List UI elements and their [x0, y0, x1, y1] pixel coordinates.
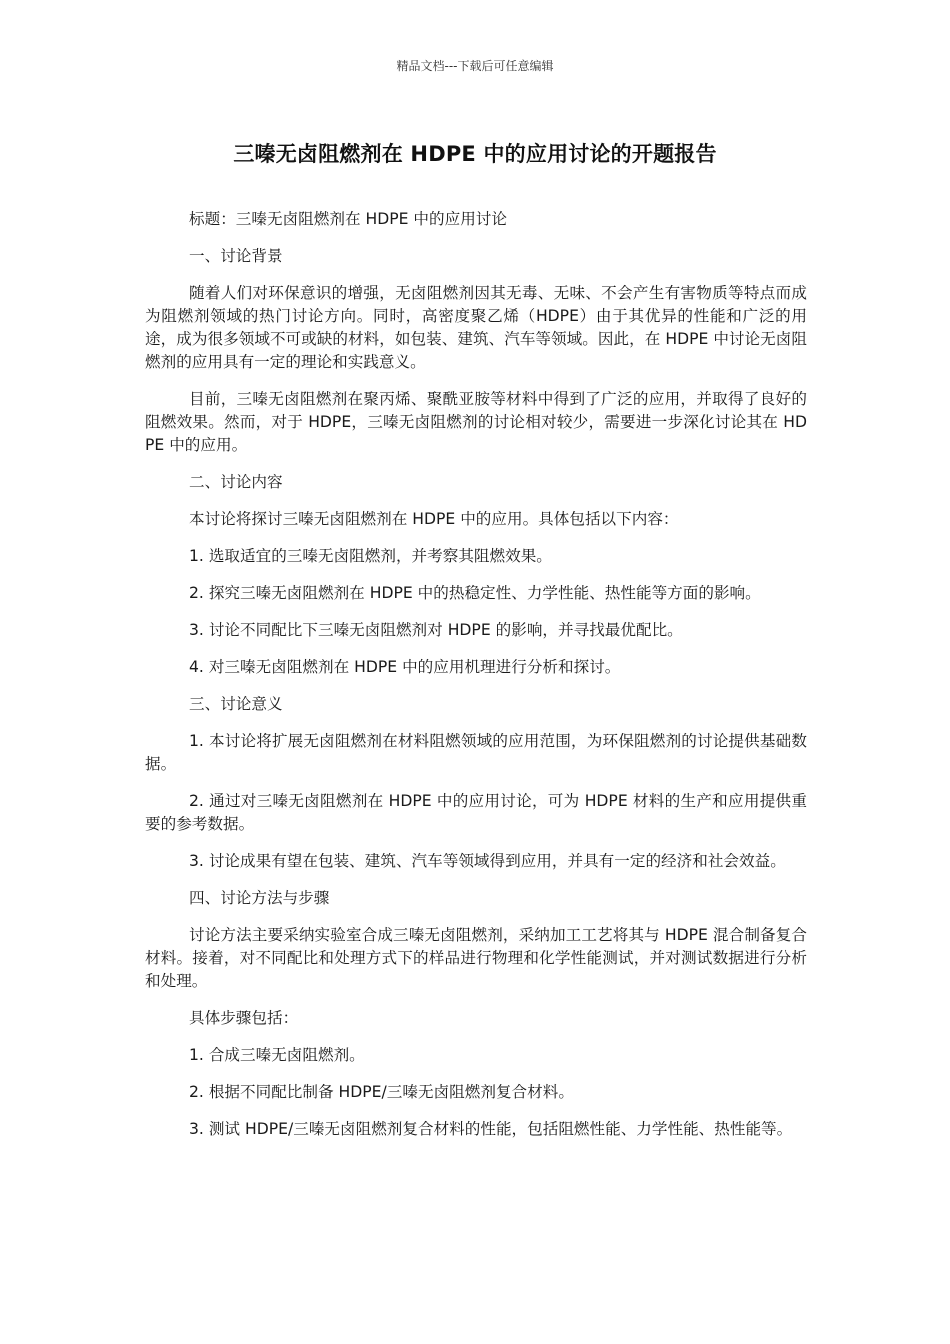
paragraph: 本讨论将探讨三嗪无卤阻燃剂在 HDPE 中的应用。具体包括以下内容：	[189, 510, 679, 528]
paragraph: 具体步骤包括：	[189, 1009, 299, 1027]
list-item: 1. 合成三嗪无卤阻燃剂。	[189, 1046, 365, 1064]
list-item: 1. 选取适宜的三嗪无卤阻燃剂，并考察其阻燃效果。	[189, 547, 552, 565]
list-item: 1. 本讨论将扩展无卤阻燃剂在材料阻燃领域的应用范围，为环保阻燃剂的讨论提供基础数据。	[145, 732, 807, 773]
section-heading-methods: 四、讨论方法与步骤	[189, 889, 330, 907]
header-note: 精品文档---下载后可任意编辑	[396, 59, 554, 73]
paragraph-subject: 标题：三嗪无卤阻燃剂在 HDPE 中的应用讨论	[189, 210, 507, 228]
paragraph: 目前，三嗪无卤阻燃剂在聚丙烯、聚酰亚胺等材料中得到了广泛的应用，并取得了良好的阻燃效果。然而，对于 HDPE，三嗪无卤阻燃剂的讨论相对较少，需要进一步深化讨论其在 HDPE 中的应用。	[145, 390, 807, 454]
paragraph: 讨论方法主要采纳实验室合成三嗪无卤阻燃剂，采纳加工工艺将其与 HDPE 混合制备复合材料。接着，对不同配比和处理方式下的样品进行物理和化学性能测试，并对测试数据进行分析和处理。	[145, 926, 807, 990]
document-title: 三嗪无卤阻燃剂在 HDPE 中的应用讨论的开题报告	[233, 142, 717, 166]
section-heading-content: 二、讨论内容	[189, 473, 283, 491]
list-item: 4. 对三嗪无卤阻燃剂在 HDPE 中的应用机理进行分析和探讨。	[189, 658, 621, 676]
list-item: 2. 根据不同配比制备 HDPE/三嗪无卤阻燃剂复合材料。	[189, 1083, 574, 1101]
list-item: 3. 测试 HDPE/三嗪无卤阻燃剂复合材料的性能，包括阻燃性能、力学性能、热性能等。	[189, 1120, 793, 1138]
section-heading-background: 一、讨论背景	[189, 247, 283, 265]
section-heading-significance: 三、讨论意义	[189, 695, 283, 713]
list-item: 3. 讨论不同配比下三嗪无卤阻燃剂对 HDPE 的影响，并寻找最优配比。	[189, 621, 683, 639]
list-item: 2. 通过对三嗪无卤阻燃剂在 HDPE 中的应用讨论，可为 HDPE 材料的生产和应用提供重要的参考数据。	[145, 792, 807, 833]
list-item: 3. 讨论成果有望在包装、建筑、汽车等领域得到应用，并具有一定的经济和社会效益。	[189, 852, 786, 870]
list-item: 2. 探究三嗪无卤阻燃剂在 HDPE 中的热稳定性、力学性能、热性能等方面的影响。	[189, 584, 761, 602]
document-body	[145, 208, 807, 1155]
paragraph: 随着人们对环保意识的增强，无卤阻燃剂因其无毒、无味、不会产生有害物质等特点而成为阻燃剂领域的热门讨论方向。同时，高密度聚乙烯（HDPE）由于其优异的性能和广泛的用途，成为很多领域不可或缺的材料，如包装、建筑、汽车等领域。因此，在 HDPE 中讨论无卤阻燃剂的应用具有一定的理论和实践意义。	[145, 284, 807, 371]
